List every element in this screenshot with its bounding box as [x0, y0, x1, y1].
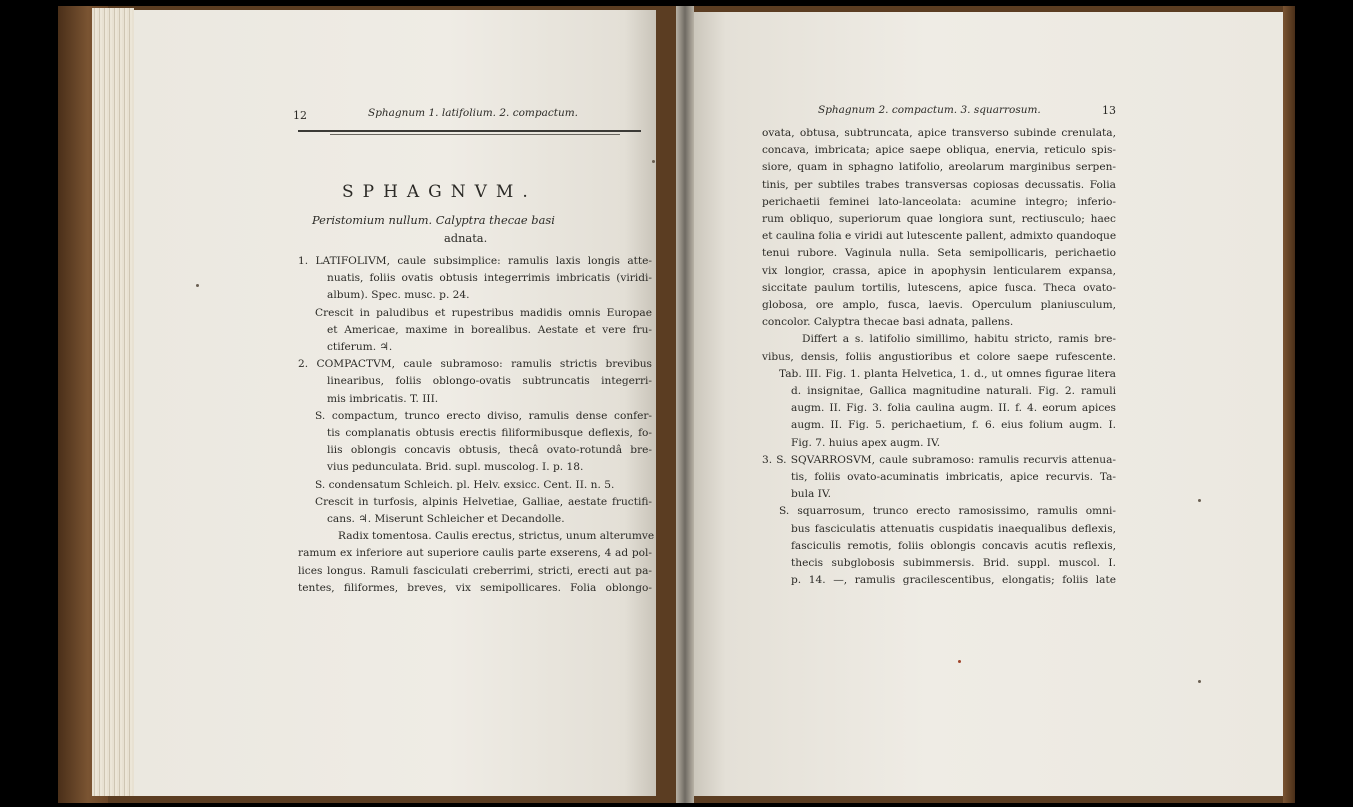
text-line: fasciculis remotis, foliis oblongis concavis acutis reflexis,: [791, 539, 1116, 552]
text-line: Radix tomentosa. Caulis erectus, strictus, unum alterumve: [338, 530, 655, 543]
paper-speck: [958, 660, 961, 663]
text-line: perichaetii feminei lato-lanceolata: acumine integro; inferio-: [762, 195, 1116, 208]
right-body-text: [762, 125, 1116, 589]
subtitle-line-1: Peristomium nullum. Calyptra thecae basi: [312, 213, 555, 227]
paper-speck: [652, 160, 655, 163]
text-line: siccitate paulum tortilis, lutescens, apice fusca. Theca ovato-: [762, 281, 1116, 294]
header-rule-thin: [330, 134, 620, 135]
text-line: ovata, obtusa, subtruncata, apice transverso subinde crenulata,: [762, 127, 1116, 139]
subtitle-line-2: adnata.: [444, 231, 488, 245]
text-line: concava, imbricata; apice saepe obliqua, enervia, reticulo spis-: [762, 144, 1116, 157]
header-rule: [298, 130, 641, 132]
book-cover-right: [1283, 6, 1295, 803]
text-line: ramum ex inferiore aut superiore caulis parte exserens, 4 ad pol-: [298, 547, 652, 560]
text-line: S. condensatum Schleich. pl. Helv. exsicc. Cent. II. n. 5.: [315, 478, 615, 491]
book-gutter: [676, 6, 694, 803]
text-line: tinis, per subtiles trabes transversas copiosas decussatis. Folia: [762, 178, 1116, 191]
section-title: SPHAGNVM.: [342, 182, 537, 202]
text-line: et Americae, maxime in borealibus. Aestate et vere fru-: [327, 323, 652, 336]
text-line: tis complanatis obtusis erectis filiformibusque deflexis, fo-: [327, 427, 652, 440]
text-line: Crescit in paludibus et rupestribus madidis omnis Europae: [315, 306, 652, 319]
text-line: 3. S. SQVARROSVM, caule subramoso: ramulis recurvis attenua-: [762, 453, 1116, 466]
text-line: tentes, filiformes, breves, vix semipollicares. Folia oblongo-: [298, 581, 652, 594]
text-line: nuatis, foliis ovatis obtusis integerrimis imbricatis (viridi-: [327, 272, 652, 285]
right-running-head: Sphagnum 2. compactum. 3. squarrosum.: [818, 104, 1041, 116]
text-line: d. insignitae, Gallica magnitudine naturali. Fig. 2. ramuli: [791, 385, 1116, 398]
text-line: rum obliquo, superiorum quae longiora sunt, rectiusculo; haec: [762, 213, 1116, 226]
text-line: Fig. 7. huius apex augm. IV.: [791, 436, 941, 449]
text-line: cans. ♃. Miserunt Schleicher et Decandolle.: [327, 513, 565, 526]
text-line: mis imbricatis. T. III.: [327, 392, 439, 405]
text-line: S. compactum, trunco erecto diviso, ramulis dense confer-: [315, 409, 652, 422]
page-edges: [92, 8, 134, 796]
text-line: ctiferum. ♃.: [327, 341, 393, 354]
text-line: p. 14. —, ramulis gracilescentibus, elongatis; foliis late: [791, 574, 1116, 587]
text-line: vibus, densis, foliis angustioribus et colore saepe rufescente.: [762, 350, 1116, 363]
text-line: vix longior, crassa, apice in apophysin lenticularem expansa,: [762, 264, 1116, 277]
text-line: globosa, ore amplo, fusca, laevis. Operculum planiusculum,: [762, 299, 1116, 312]
text-line: bula IV.: [791, 488, 832, 501]
right-page-number: 13: [1102, 104, 1116, 117]
text-line: augm. II. Fig. 5. perichaetium, f. 6. eius folium augm. I.: [791, 419, 1116, 432]
text-line: siore, quam in sphagno latifolio, areolarum marginibus serpen-: [762, 161, 1116, 174]
text-line: 2. COMPACTVM, caule subramoso: ramulis strictis brevibus: [298, 358, 652, 371]
text-line: et caulina folia e viridi aut lutescente pallent, admixto quandoque: [762, 230, 1117, 243]
text-line: tenui rubore. Vaginula nulla. Seta semipollicaris, perichaetio: [762, 247, 1116, 260]
text-line: tis, foliis ovato-acuminatis imbricatis, apice recurvis. Ta-: [791, 471, 1116, 484]
paper-speck: [1198, 499, 1201, 502]
text-line: concolor. Calyptra thecae basi adnata, pallens.: [762, 316, 1014, 329]
text-line: S. squarrosum, trunco erecto ramosissimo, ramulis omni-: [779, 505, 1116, 518]
text-line: vius pedunculata. Brid. supl. muscolog. I. p. 18.: [327, 461, 584, 474]
text-line: lices longus. Ramuli fasciculati creberrimi, stricti, erecti aut pa-: [298, 564, 652, 577]
text-line: linearibus, foliis oblongo-ovatis subtruncatis integerri-: [327, 375, 652, 388]
paper-speck: [1198, 680, 1201, 683]
text-line: Crescit in turfosis, alpinis Helvetiae, Galliae, aestate fructifi-: [315, 495, 652, 508]
left-running-head: Sphagnum 1. latifolium. 2. compactum.: [368, 107, 578, 119]
text-line: 1. LATIFOLIVM, caule subsimplice: ramulis laxis longis atte-: [298, 255, 652, 267]
text-line: augm. II. Fig. 3. folia caulina augm. II. f. 4. eorum apices: [791, 402, 1116, 415]
text-line: Tab. III. Fig. 1. planta Helvetica, 1. d., ut omnes figurae litera: [779, 367, 1116, 380]
paper-speck: [196, 284, 199, 287]
text-line: album). Spec. musc. p. 24.: [327, 289, 470, 302]
text-line: Differt a s. latifolio simillimo, habitu stricto, ramis bre-: [802, 333, 1116, 346]
left-page-number: 12: [293, 109, 307, 122]
text-line: liis oblongis concavis obtusis, thecâ ovato-rotundâ bre-: [327, 444, 652, 457]
text-line: bus fasciculatis attenuatis cuspidatis inaequalibus deflexis,: [791, 522, 1116, 535]
text-line: thecis subglobosis subimmersis. Brid. suppl. muscol. I.: [791, 557, 1116, 570]
left-body-text: [298, 253, 655, 597]
